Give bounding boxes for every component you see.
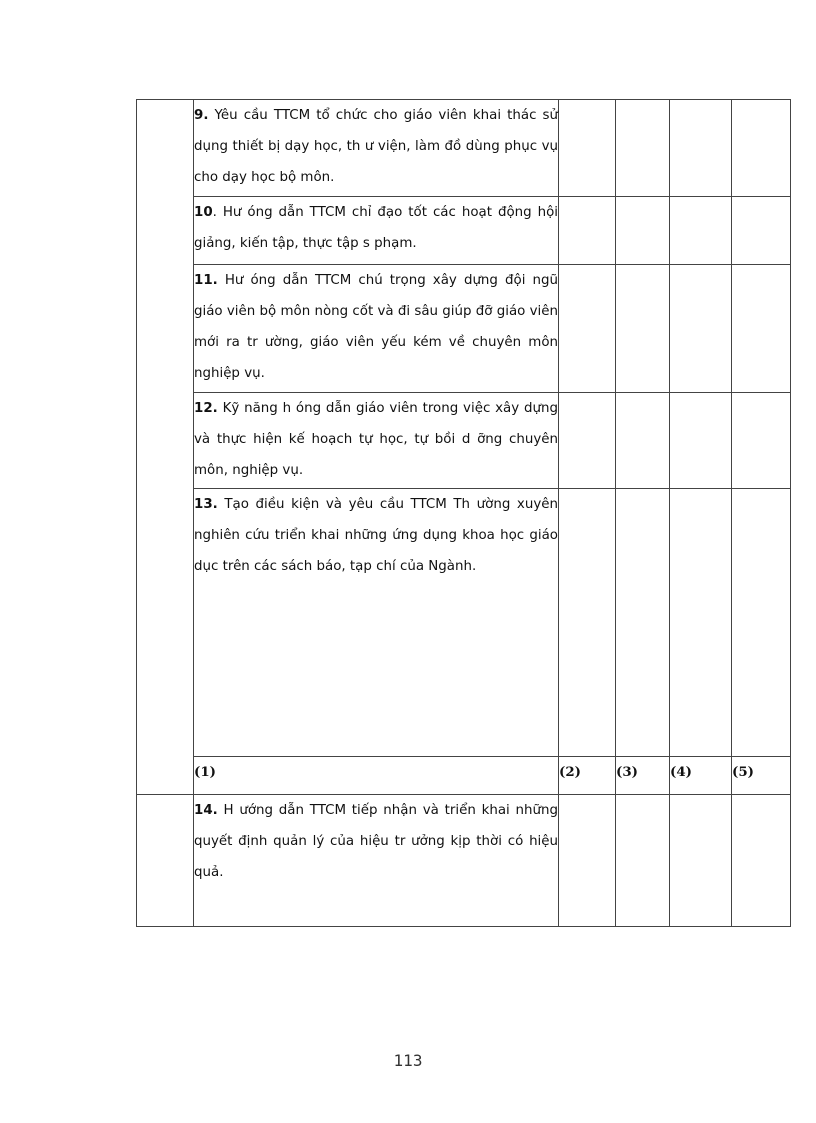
criterion-cell (194, 197, 559, 265)
rating-cell[interactable] (616, 795, 670, 927)
rating-cell[interactable] (732, 393, 791, 489)
criterion-cell (194, 489, 559, 757)
rating-cell[interactable] (732, 100, 791, 197)
rating-cell[interactable] (616, 393, 670, 489)
rating-cell[interactable] (670, 265, 732, 393)
table-row (137, 100, 791, 197)
first-column-cell (137, 795, 194, 927)
evaluation-table (136, 99, 791, 927)
rating-cell[interactable] (559, 100, 616, 197)
rating-cell[interactable] (732, 197, 791, 265)
rating-cell[interactable] (559, 795, 616, 927)
rating-cell[interactable] (732, 265, 791, 393)
criterion-number: 14. (194, 803, 218, 818)
rating-cell[interactable] (670, 197, 732, 265)
criterion-cell (194, 393, 559, 489)
rating-cell[interactable] (616, 265, 670, 393)
header-row (137, 757, 791, 795)
page-number: 113 (393, 1051, 423, 1070)
criterion-cell (194, 795, 559, 927)
table-row (137, 265, 791, 393)
column-header-3: (3) (616, 757, 670, 795)
rating-cell[interactable] (732, 795, 791, 927)
column-header-4: (4) (670, 757, 732, 795)
rating-cell[interactable] (559, 489, 616, 757)
column-header-1: (1) (194, 757, 559, 795)
criterion-cell (194, 265, 559, 393)
table-row (137, 489, 791, 757)
rating-cell[interactable] (670, 489, 732, 757)
rating-cell[interactable] (616, 197, 670, 265)
column-header-5: (5) (732, 757, 791, 795)
rating-cell[interactable] (616, 100, 670, 197)
criterion-text: Kỹ năng h óng dẫn giáo viên trong việc xây dựng và thực hiện kế hoạch tự học, tự bồi d ỡng chuyên môn, nghiệp vụ. (194, 401, 558, 478)
rating-cell[interactable] (559, 197, 616, 265)
criterion-number: 12. (194, 401, 218, 416)
rating-cell[interactable] (670, 795, 732, 927)
rating-cell[interactable] (732, 489, 791, 757)
rating-cell[interactable] (559, 265, 616, 393)
criterion-text: Hư óng dẫn TTCM chú trọng xây dựng đội ngũ giáo viên bộ môn nòng cốt và đi sâu giúp đỡ giáo viên mới ra tr ường, giáo viên yếu kém về chuyên môn nghiệp vụ. (194, 273, 558, 381)
rating-cell[interactable] (616, 489, 670, 757)
criterion-text: Tạo điều kiện và yêu cầu TTCM Th ường xuyên nghiên cứu triển khai những ứng dụng khoa học giáo dục trên các sách báo, tạp chí của Ngành. (194, 497, 558, 574)
criterion-number: 9. (194, 108, 209, 123)
first-column-cell (137, 100, 194, 795)
rating-cell[interactable] (559, 393, 616, 489)
criterion-cell (194, 100, 559, 197)
rating-cell[interactable] (670, 393, 732, 489)
criterion-number: 11. (194, 273, 218, 288)
table-row (137, 393, 791, 489)
criterion-number: 13. (194, 497, 218, 512)
criterion-text: . Hư óng dẫn TTCM chỉ đạo tốt các hoạt động hội giảng, kiến tập, thực tập s phạm. (194, 205, 558, 251)
table-row (137, 795, 791, 927)
criterion-number: 10 (194, 205, 213, 220)
rating-cell[interactable] (670, 100, 732, 197)
table-row (137, 197, 791, 265)
column-header-2: (2) (559, 757, 616, 795)
criterion-text: Yêu cầu TTCM tổ chức cho giáo viên khai thác sử dụng thiết bị dạy học, th ư viện, làm đồ dùng phục vụ cho dạy học bộ môn. (194, 108, 559, 185)
criterion-text: H ướng dẫn TTCM tiếp nhận và triển khai những quyết định quản lý của hiệu tr ưởng kịp thời có hiệu quả. (194, 803, 558, 880)
